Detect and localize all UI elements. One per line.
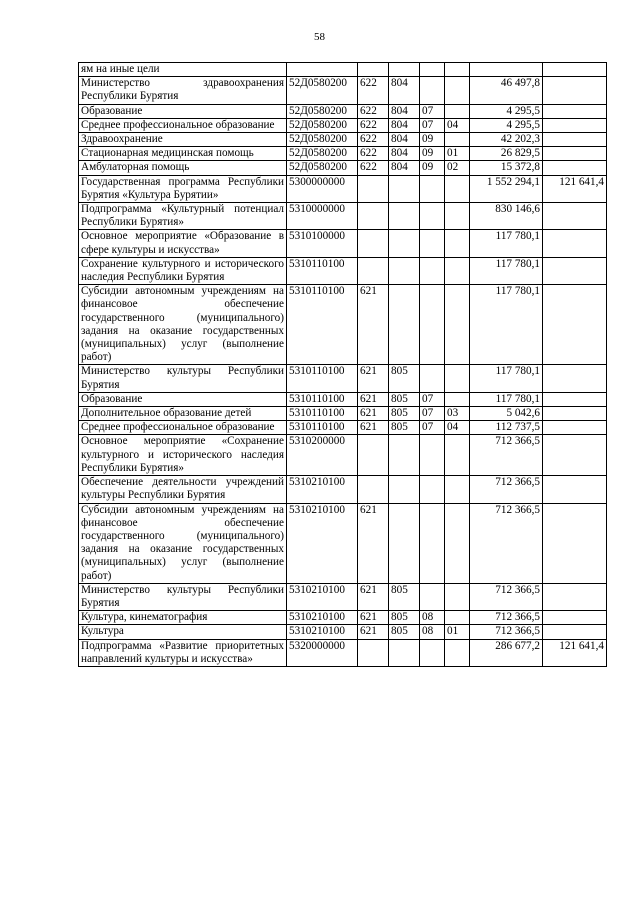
cell-target-article: 52Д0580200 [287,161,358,175]
cell-section: 07 [420,421,445,435]
cell-expense-type: 621 [358,421,389,435]
cell-name: Министерство культуры Республики Бурятия [79,365,287,392]
cell-section: 07 [420,118,445,132]
cell-section [420,203,445,230]
table-row [79,118,607,132]
cell-target-article: 5310110100 [287,407,358,421]
cell-section: 07 [420,104,445,118]
cell-amount-federal [543,476,607,503]
cell-expense-type: 621 [358,625,389,639]
cell-section [420,583,445,610]
cell-name: Обеспечение деятельности учреждений культуры Республики Бурятия [79,476,287,503]
table-row [79,625,607,639]
cell-name: Подпрограмма «Развитие приоритетных направлений культуры и искусства» [79,639,287,666]
cell-ministry-code [389,230,420,257]
cell-expense-type: 621 [358,583,389,610]
cell-ministry-code [389,257,420,284]
cell-expense-type: 622 [358,104,389,118]
cell-section [420,476,445,503]
table-row [79,257,607,284]
cell-amount: 112 737,5 [470,421,543,435]
cell-subsection [445,230,470,257]
cell-subsection [445,257,470,284]
table-row [79,285,607,365]
cell-amount-federal [543,104,607,118]
cell-target-article: 5320000000 [287,639,358,666]
cell-amount: 712 366,5 [470,583,543,610]
cell-amount-federal [543,365,607,392]
cell-ministry-code: 805 [389,583,420,610]
cell-ministry-code [389,435,420,476]
cell-ministry-code [389,175,420,202]
cell-ministry-code: 805 [389,407,420,421]
cell-expense-type [358,203,389,230]
cell-amount: 712 366,5 [470,625,543,639]
cell-ministry-code [389,203,420,230]
cell-ministry-code: 804 [389,118,420,132]
cell-target-article: 5310210100 [287,503,358,583]
cell-ministry-code: 805 [389,421,420,435]
cell-amount: 4 295,5 [470,104,543,118]
cell-section [420,365,445,392]
cell-subsection [445,285,470,365]
cell-expense-type [358,63,389,77]
cell-target-article: 52Д0580200 [287,104,358,118]
cell-name: Стационарная медицинская помощь [79,147,287,161]
cell-subsection [445,435,470,476]
table-row [79,583,607,610]
cell-name: Культура, кинематография [79,611,287,625]
cell-expense-type: 621 [358,611,389,625]
cell-expense-type: 621 [358,365,389,392]
cell-expense-type: 622 [358,133,389,147]
cell-subsection [445,392,470,406]
cell-subsection [445,104,470,118]
cell-section [420,257,445,284]
table-row [79,503,607,583]
cell-subsection [445,639,470,666]
cell-ministry-code [389,476,420,503]
cell-name: Субсидии автономным учреждениям на финансовое обеспечение государственного (муниципального) задания на оказание государственных (муниципальных) услуг (выполнение работ) [79,503,287,583]
cell-amount: 712 366,5 [470,503,543,583]
budget-table [78,62,607,667]
cell-name: Здравоохранение [79,133,287,147]
cell-amount-federal [543,77,607,104]
cell-name: Культура [79,625,287,639]
cell-section: 08 [420,625,445,639]
cell-target-article: 5310210100 [287,583,358,610]
table-row [79,161,607,175]
cell-subsection: 02 [445,161,470,175]
cell-ministry-code: 804 [389,147,420,161]
cell-expense-type: 621 [358,392,389,406]
cell-subsection: 01 [445,147,470,161]
page-number: 58 [314,31,325,43]
cell-amount-federal [543,407,607,421]
cell-ministry-code [389,285,420,365]
cell-expense-type: 622 [358,118,389,132]
cell-expense-type: 621 [358,503,389,583]
cell-target-article: 5310110100 [287,285,358,365]
cell-subsection [445,77,470,104]
cell-amount-federal [543,118,607,132]
cell-subsection [445,583,470,610]
table-row [79,175,607,202]
cell-amount: 5 042,6 [470,407,543,421]
cell-expense-type: 622 [358,161,389,175]
cell-amount: 117 780,1 [470,257,543,284]
cell-amount-federal [543,392,607,406]
cell-amount [470,63,543,77]
cell-expense-type: 622 [358,77,389,104]
cell-name: Сохранение культурного и исторического наследия Республики Бурятия [79,257,287,284]
cell-expense-type [358,639,389,666]
cell-amount-federal [543,503,607,583]
table-row [79,639,607,666]
cell-amount: 117 780,1 [470,365,543,392]
table-row [79,407,607,421]
cell-name: Основное мероприятие «Сохранение культурного и исторического наследия Республики Бурятия» [79,435,287,476]
table-row [79,147,607,161]
cell-amount-federal: 121 641,4 [543,175,607,202]
cell-section: 09 [420,147,445,161]
cell-target-article: 5310210100 [287,611,358,625]
cell-amount-federal [543,285,607,365]
cell-amount-federal [543,625,607,639]
cell-amount: 117 780,1 [470,392,543,406]
cell-target-article: 5310210100 [287,476,358,503]
cell-ministry-code [389,639,420,666]
cell-subsection: 03 [445,407,470,421]
cell-name: Дополнительное образование детей [79,407,287,421]
table-row [79,476,607,503]
table-row [79,63,607,77]
table-row [79,435,607,476]
cell-name: ям на иные цели [79,63,287,77]
cell-section: 09 [420,133,445,147]
cell-expense-type: 621 [358,407,389,421]
cell-ministry-code: 804 [389,77,420,104]
cell-amount: 286 677,2 [470,639,543,666]
cell-ministry-code: 804 [389,161,420,175]
cell-amount-federal [543,257,607,284]
cell-target-article: 5310200000 [287,435,358,476]
cell-target-article: 5310110100 [287,365,358,392]
cell-section [420,503,445,583]
cell-ministry-code: 805 [389,392,420,406]
cell-amount: 1 552 294,1 [470,175,543,202]
cell-subsection [445,63,470,77]
cell-section [420,435,445,476]
cell-subsection [445,203,470,230]
cell-amount: 15 372,8 [470,161,543,175]
cell-subsection [445,476,470,503]
cell-section: 08 [420,611,445,625]
cell-amount-federal [543,147,607,161]
cell-section [420,639,445,666]
cell-name: Образование [79,392,287,406]
cell-name: Основное мероприятие «Образование в сфере культуры и искусства» [79,230,287,257]
cell-ministry-code: 805 [389,611,420,625]
cell-ministry-code: 804 [389,104,420,118]
cell-amount: 117 780,1 [470,230,543,257]
cell-amount-federal [543,203,607,230]
table-row [79,230,607,257]
cell-amount-federal [543,133,607,147]
cell-expense-type [358,230,389,257]
cell-name: Амбулаторная помощь [79,161,287,175]
cell-subsection: 04 [445,421,470,435]
cell-section [420,175,445,202]
cell-section [420,77,445,104]
cell-subsection [445,175,470,202]
cell-amount: 712 366,5 [470,476,543,503]
cell-expense-type: 622 [358,147,389,161]
cell-expense-type: 621 [358,285,389,365]
cell-ministry-code: 804 [389,133,420,147]
cell-subsection: 04 [445,118,470,132]
cell-amount-federal [543,230,607,257]
table-row [79,203,607,230]
cell-name: Министерство культуры Республики Бурятия [79,583,287,610]
cell-amount: 26 829,5 [470,147,543,161]
cell-target-article: 5310210100 [287,625,358,639]
table-row [79,392,607,406]
table-row [79,104,607,118]
cell-name: Среднее профессиональное образование [79,118,287,132]
table-row [79,611,607,625]
cell-subsection [445,611,470,625]
cell-amount-federal [543,435,607,476]
cell-target-article: 5310000000 [287,203,358,230]
cell-section [420,230,445,257]
cell-amount-federal [543,161,607,175]
cell-target-article: 5300000000 [287,175,358,202]
cell-amount: 117 780,1 [470,285,543,365]
cell-subsection [445,365,470,392]
table-row [79,77,607,104]
cell-ministry-code [389,503,420,583]
cell-amount: 4 295,5 [470,118,543,132]
cell-amount-federal: 121 641,4 [543,639,607,666]
cell-name: Образование [79,104,287,118]
cell-target-article [287,63,358,77]
cell-name: Подпрограмма «Культурный потенциал Республики Бурятия» [79,203,287,230]
cell-expense-type [358,435,389,476]
cell-target-article: 52Д0580200 [287,77,358,104]
cell-ministry-code: 805 [389,365,420,392]
table-row [79,421,607,435]
table-row [79,365,607,392]
cell-section: 07 [420,392,445,406]
cell-ministry-code: 805 [389,625,420,639]
cell-name: Министерство здравоохранения Республики Бурятия [79,77,287,104]
cell-name: Государственная программа Республики Бурятия «Культура Бурятии» [79,175,287,202]
cell-target-article: 52Д0580200 [287,133,358,147]
cell-expense-type [358,257,389,284]
cell-amount-federal [543,611,607,625]
cell-amount: 46 497,8 [470,77,543,104]
cell-amount: 830 146,6 [470,203,543,230]
cell-subsection: 01 [445,625,470,639]
cell-target-article: 5310110100 [287,421,358,435]
cell-subsection [445,133,470,147]
table-row [79,133,607,147]
cell-amount-federal [543,583,607,610]
cell-target-article: 52Д0580200 [287,118,358,132]
cell-section [420,285,445,365]
cell-expense-type [358,476,389,503]
cell-amount: 712 366,5 [470,611,543,625]
cell-subsection [445,503,470,583]
table-body [79,63,607,667]
cell-expense-type [358,175,389,202]
cell-target-article: 52Д0580200 [287,147,358,161]
cell-amount: 712 366,5 [470,435,543,476]
cell-amount-federal [543,421,607,435]
cell-amount-federal [543,63,607,77]
cell-section: 09 [420,161,445,175]
cell-section [420,63,445,77]
cell-amount: 42 202,3 [470,133,543,147]
cell-target-article: 5310110100 [287,257,358,284]
cell-target-article: 5310100000 [287,230,358,257]
cell-target-article: 5310110100 [287,392,358,406]
cell-name: Среднее профессиональное образование [79,421,287,435]
cell-ministry-code [389,63,420,77]
cell-section: 07 [420,407,445,421]
cell-name: Субсидии автономным учреждениям на финансовое обеспечение государственного (муниципального) задания на оказание государственных (муниципальных) услуг (выполнение работ) [79,285,287,365]
